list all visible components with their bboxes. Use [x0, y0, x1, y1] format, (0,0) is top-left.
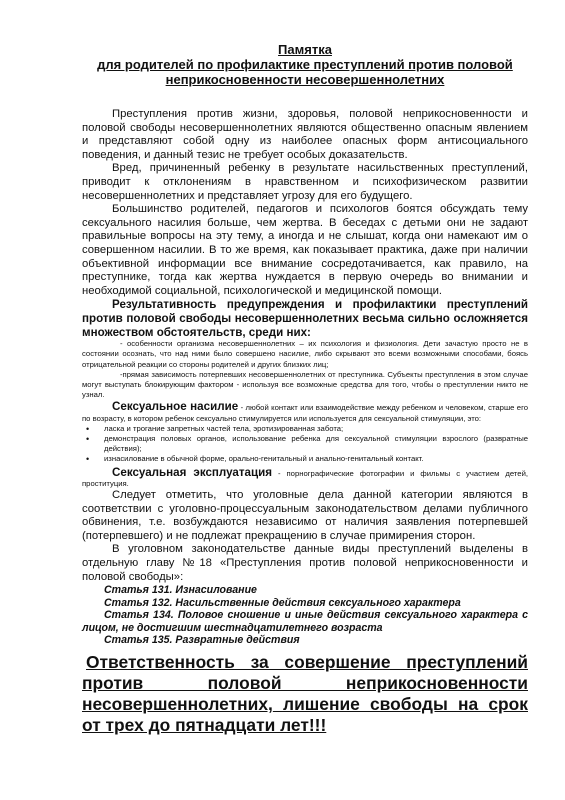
exploitation-definition — [82, 465, 528, 489]
memo-title: Памятка — [278, 42, 332, 57]
sexual-violence-term: Сексуальное насилие — [112, 400, 239, 414]
sexual-violence-definition — [82, 402, 528, 423]
circumstance-item-2: -прямая зависимость потерпевших несовершеннолетних от преступника. Субъекты преступления в этом случае могут выступать блокирующим фактором - используя все возможные средства для того, чтобы о преступлении никто не узнал. — [82, 369, 528, 400]
list-item: • ласка и трогание запретных частей тела, эротизированная забота; — [104, 424, 528, 434]
memo-subtitle-line-2: неприкосновенности несовершеннолетних — [165, 72, 445, 87]
responsibility-text: Ответственность за совершение преступлений против половой неприкосновенности несовершеннолетних, — [82, 652, 528, 715]
memo-subtitle-line-1: для родителей по профилактике преступлений против половой — [97, 57, 513, 72]
article-134: Статья 134. Половое сношение и иные действия сексуального характера с лицом, не достигшим шестнадцатилетнего возраста — [82, 609, 528, 634]
exploitation-text: - порнографические фотографии и фильмы с участием детей, проституция. — [82, 468, 528, 488]
memo-page — [82, 42, 528, 736]
article-135: Статья 135. Развратные действия — [104, 634, 300, 647]
violence-forms-list — [82, 424, 528, 465]
responsibility-notice — [82, 652, 528, 736]
public-prosecution-paragraph: Следует отметить, что уголовные дела данной категории являются в соответствии с уголовно-процессуальным законодательством делами публичного обвинения, т.е. возбуждаются независимо от наличия заявления потерпевшей (потерпевшего) и не подлежат прекращению в случае примирения сторон. — [82, 488, 528, 542]
harm-paragraph: Вред, причиненный ребенку в результате насильственных преступлений, приводит к отклонениям в нравственном и психофизическом развитии несовершеннолетних и представляет угрозу для его будущего. — [82, 162, 528, 202]
article-131: Статья 131. Изнасилование — [104, 584, 257, 597]
sexual-violence-text: - любой контакт или взаимодействие между ребенком и человеком, старше его по возрасту, в котором ребенок сексуально стимулируется или используется для сексуальной стимуляции, это: — [82, 403, 528, 423]
intro-paragraph: Преступления против жизни, здоровья, половой неприкосновенности и половой свободы несовершеннолетних являются общественно опасным явлением и представляют собой одну из наиболее опасных форм антисоциального поведения, и данный тезис не требует особых доказательств. — [82, 108, 528, 161]
article-132: Статья 132. Насильственные действия сексуального характера — [104, 596, 461, 609]
list-item: • изнасилование в обычной форме, орально-генитальный и анально-генитальный контакт. — [104, 454, 528, 464]
circumstance-item-1: - особенности организма несовершеннолетних – их психология и физиология. Дети зачастую просто не в состоянии осознать, что над ними было совершено насилие, либо скрывают это всеми возможными способами, боясь отрицательной реакции со стороны родителей и других близких лиц; — [82, 339, 528, 369]
attention-paragraph: Большинство родителей, педагогов и психологов боятся обсуждать тему сексуального насилия больше, чем жертва. В беседах с детьми они не задают правильные вопросы на эту тему, а иногда и не слышат, когда они намекают им о совершенном насилии. В то же время, как показывает практика, даже при наличии объективной информации все внимание сосредотачивается, как правило, на преступнике, тогда как жертва нуждается в первую очередь во внимании и необходимой социальной, психологической и медицинской помощи. — [82, 203, 528, 297]
exploitation-term: Сексуальная эксплуатация — [112, 465, 273, 479]
list-item: • демонстрация половых органов, использование ребенка для сексуальной стимуляции взрослого (развратные действия); — [104, 434, 528, 454]
criminal-code-paragraph: В уголовном законодательстве данные виды преступлений выделены в отдельную главу №18 «Преступления против половой неприкосновенности и половой свободы»: — [82, 543, 528, 583]
responsibility-penalty: лишение свободы на срок от трех до пятнадцати лет!!! — [82, 694, 528, 736]
effectiveness-heading: Результативность предупреждения и профилактики преступлений против половой свободы несовершеннолетних весьма сильно осложняется множеством обстоятельств, среди них: — [82, 298, 528, 339]
